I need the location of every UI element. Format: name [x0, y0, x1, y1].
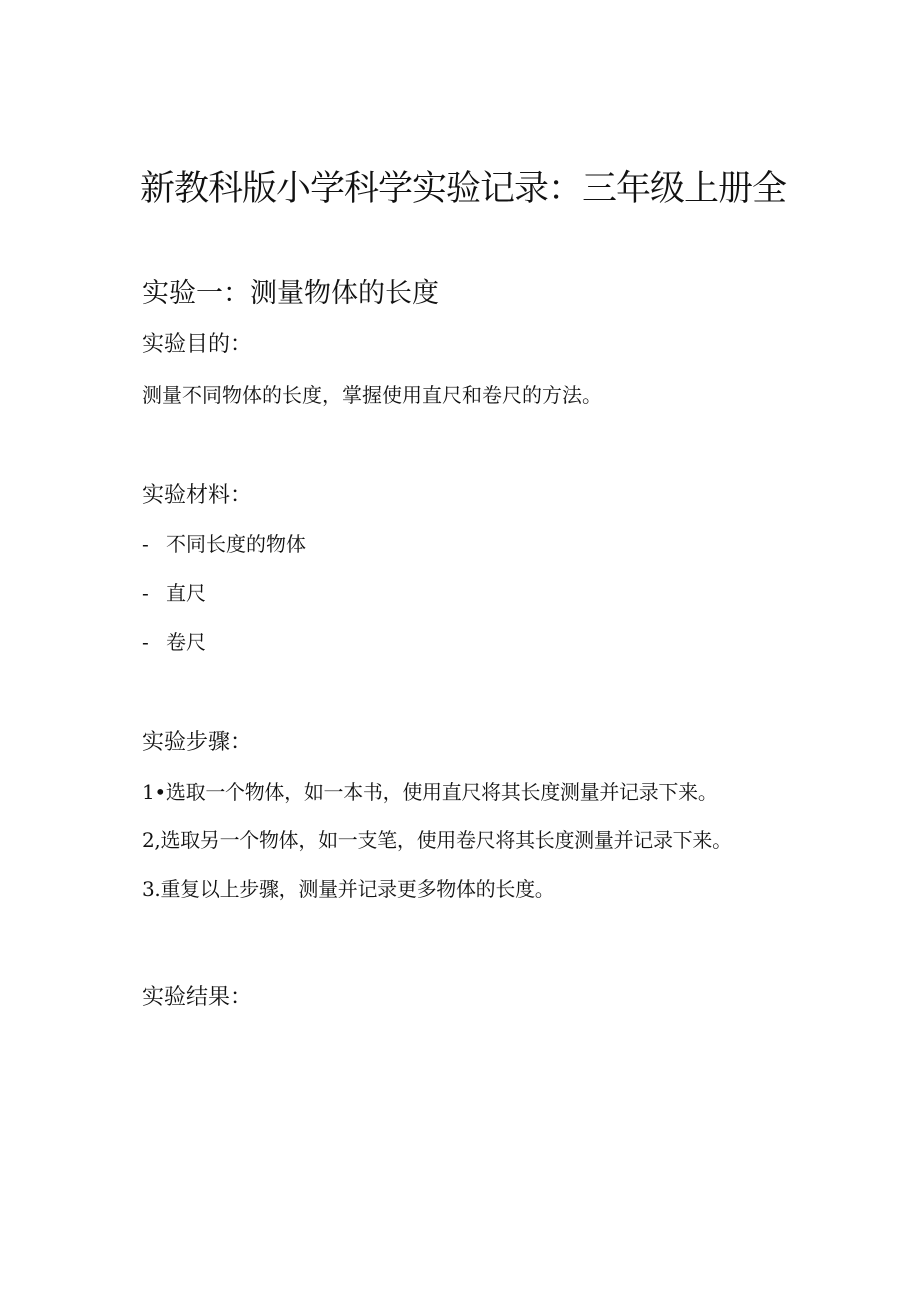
list-item [142, 579, 206, 607]
list-item [142, 530, 306, 558]
purpose-label: 实验目的： [142, 332, 253, 357]
experiment-heading: 实验一：测量物体的长度 [142, 278, 439, 309]
step-item: 2,选取另一个物体，如一支笔，使用卷尺将其长度测量并记录下来。 [142, 828, 732, 852]
purpose-text: 测量不同物体的长度，掌握使用直尺和卷尺的方法。 [142, 383, 602, 407]
step-item: 3.重复以上步骤，测量并记录更多物体的长度。 [142, 877, 555, 901]
list-item [142, 628, 206, 656]
steps-label: 实验步骤： [142, 730, 253, 755]
results-label: 实验结果： [142, 985, 253, 1010]
document-title: 新教科版小学科学实验记录：三年级上册全 [140, 169, 787, 209]
list-item-text: 直尺 [166, 581, 206, 605]
list-item-text: 不同长度的物体 [166, 532, 306, 556]
list-item-text: 卷尺 [166, 630, 206, 654]
list-dash: - [142, 630, 149, 654]
list-dash: - [142, 532, 149, 556]
materials-label: 实验材料： [142, 483, 253, 508]
step-item: 1•选取一个物体，如一本书，使用直尺将其长度测量并记录下来。 [142, 780, 718, 804]
list-dash: - [142, 581, 149, 605]
